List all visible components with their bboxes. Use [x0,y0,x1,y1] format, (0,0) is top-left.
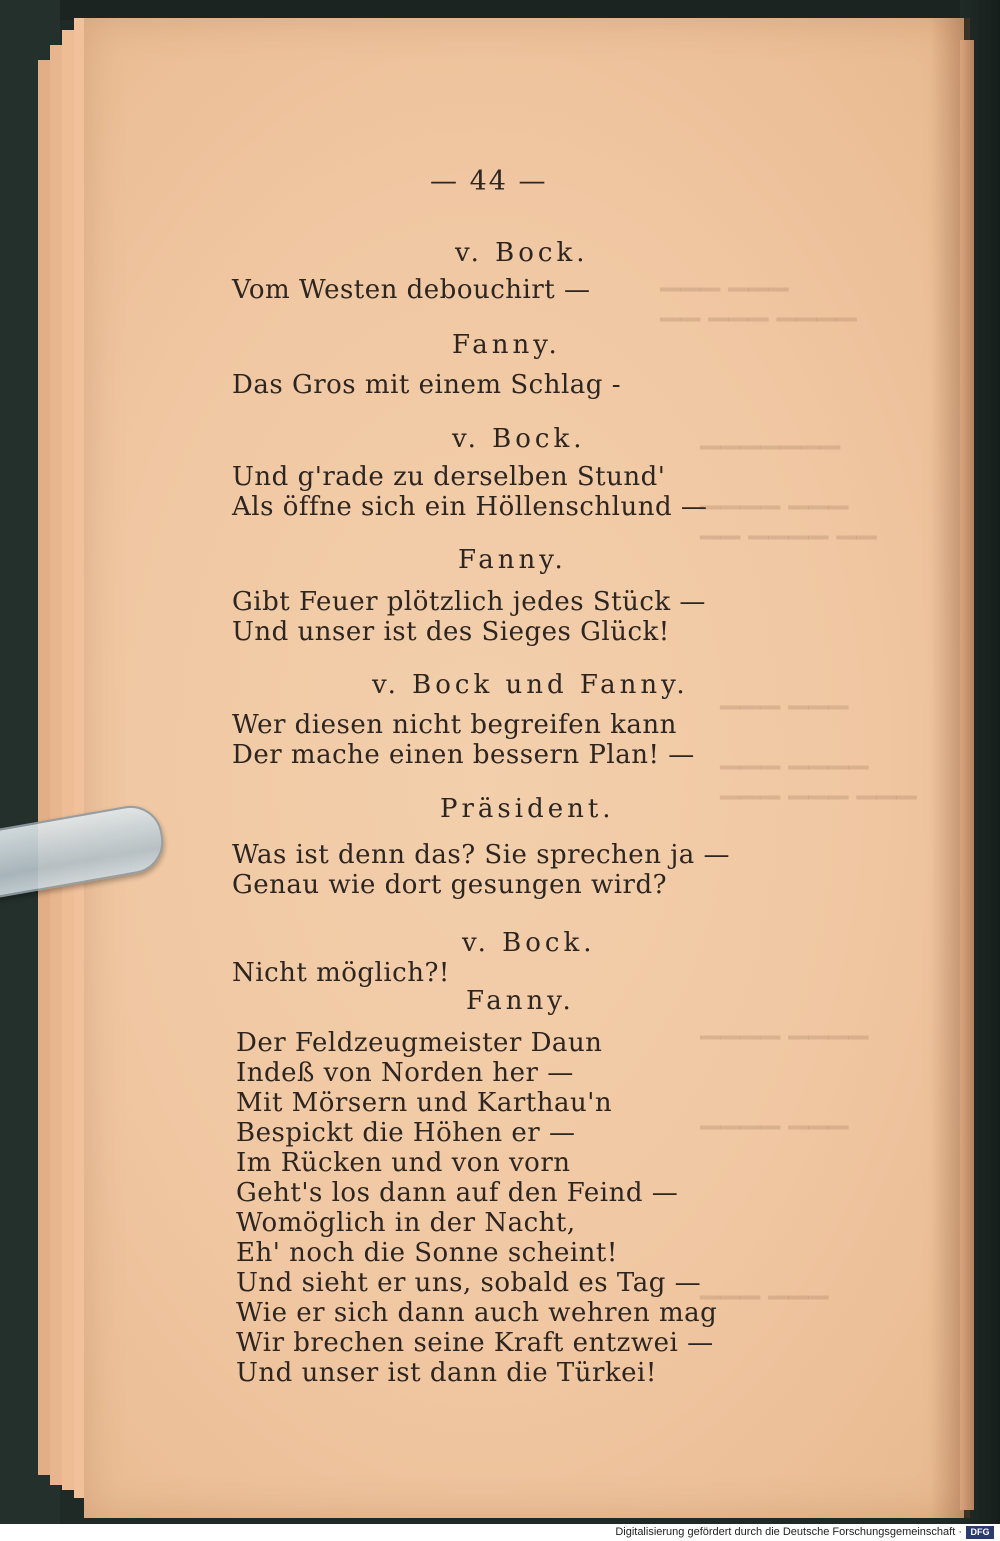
verse-line: Eh' noch die Sonne scheint! [236,1238,618,1268]
verse-line: Und sieht er uns, sobald es Tag — [236,1268,702,1298]
verse-line: Gibt Feuer plötzlich jedes Stück — [232,587,706,617]
verse-line: Wir brechen seine Kraft entzwei — [236,1328,714,1358]
speaker-label: v. Bock und Fanny. [372,670,689,700]
verse-line: Geht's los dann auf den Feind — [236,1178,679,1208]
verse-line: Vom Westen debouchirt — [232,275,591,305]
verse-line: Im Rücken und von vorn [236,1148,571,1178]
verse-line: Als öffne sich ein Höllenschlund — [232,492,708,522]
verse-line: Wie er sich dann auch wehren mag [236,1298,718,1328]
speaker-label: v. Bock. [462,928,596,958]
verse-line: Und unser ist dann die Türkei! [236,1358,657,1388]
verse-line: Bespickt die Höhen er — [236,1118,576,1148]
verse-line: Mit Mörsern und Karthau'n [236,1088,613,1118]
verse-line: Der Feldzeugmeister Daun [236,1028,603,1058]
footer-credit: Digitalisierung gefördert durch die Deutsche Forschungsgemeinschaft · [615,1526,962,1538]
speaker-label: Fanny. [466,986,575,1016]
verse-line: Womöglich in der Nacht, [236,1208,576,1238]
page-fold [960,40,974,1510]
scanner-background-top [0,0,1000,20]
verse-line: Das Gros mit einem Schlag - [232,370,621,400]
verse-line: Und g'rade zu derselben Stund' [232,462,666,492]
speaker-label: v. Bock. [452,424,586,454]
speaker-label: Fanny. [458,545,567,575]
verse-line: Was ist denn das? Sie sprechen ja — [232,840,731,870]
speaker-label: v. Bock. [455,238,589,268]
speaker-label: Fanny. [452,330,561,360]
verse-line: Der mache einen bessern Plan! — [232,740,695,770]
verse-line: Indeß von Norden her — [236,1058,574,1088]
dfg-logo: DFG [966,1526,994,1539]
verse-line: Und unser ist des Sieges Glück! [232,617,670,647]
speaker-label: Präsident. [440,794,615,824]
verse-line: Genau wie dort gesungen wird? [232,870,668,900]
page-number: — 44 — [430,166,548,197]
verse-line: Wer diesen nicht begreifen kann [232,710,677,740]
verse-line: Nicht möglich?! [232,958,450,988]
